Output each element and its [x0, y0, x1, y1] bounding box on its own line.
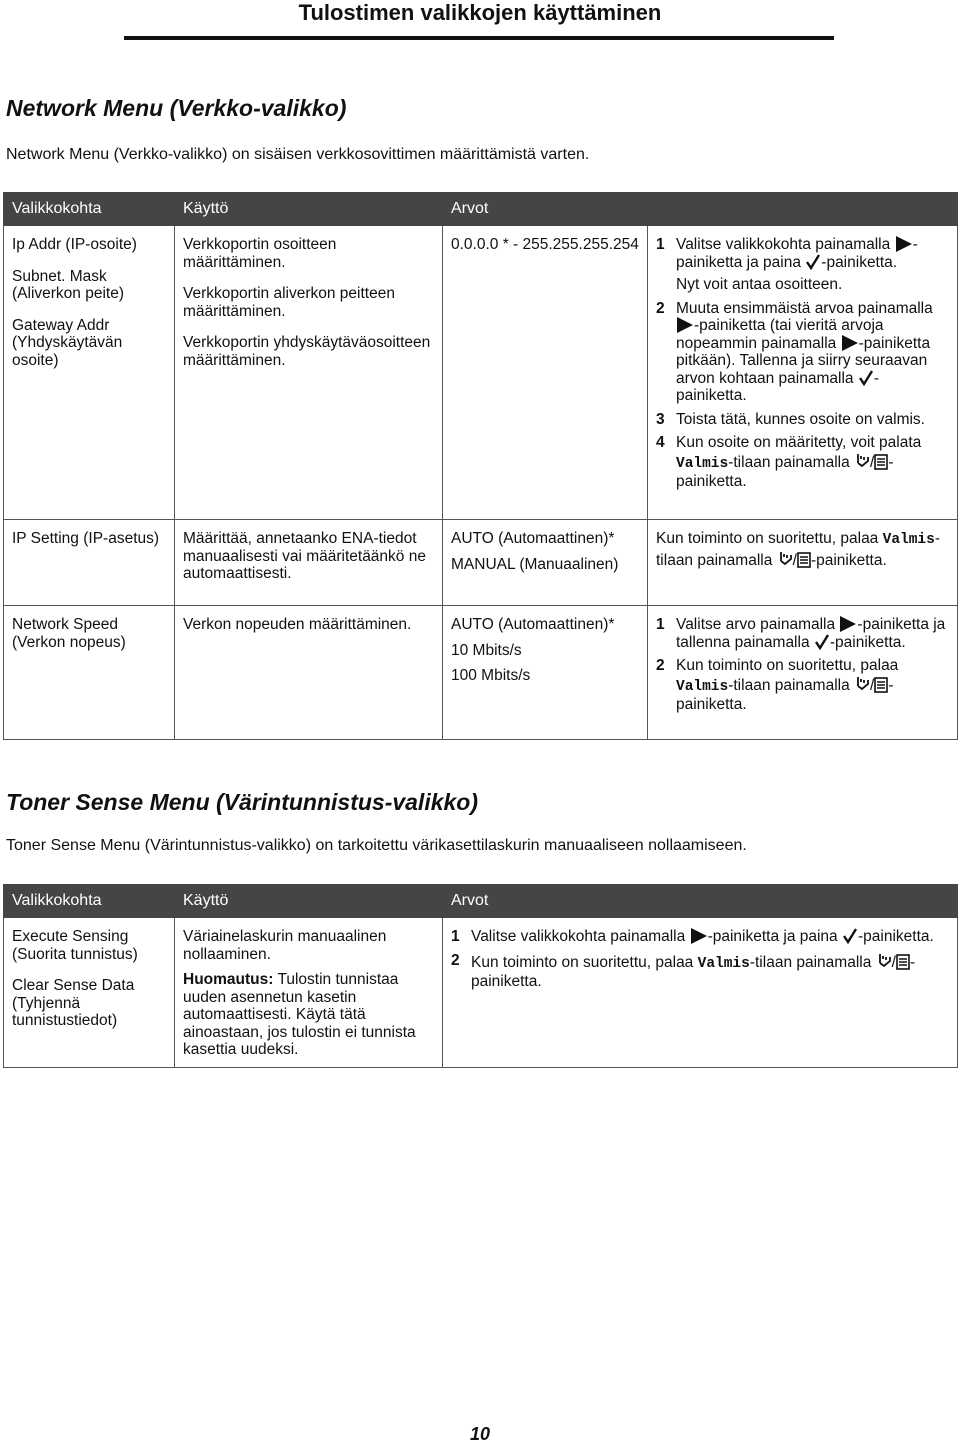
right-arrow-icon	[895, 236, 913, 252]
mode-name: Valmis	[697, 955, 750, 972]
usage-text: Verkkoportin aliverkon peitteen määrittäminen.	[183, 285, 395, 320]
value-range: 0.0.0.0 * - 255.255.255.254	[451, 236, 639, 253]
mode-name: Valmis	[882, 532, 935, 548]
step-text: Kun toiminto on suoritettu, palaa	[471, 953, 694, 971]
usage-text: Verkon nopeuden määrittäminen.	[183, 616, 412, 633]
toner-menu-intro: Toner Sense Menu (Värintunnistus-valikko) on tarkoitettu värikasettilaskurin manuaaliseen nollaamiseen.	[6, 837, 747, 854]
step-text: -painiketta.	[471, 953, 916, 990]
note	[183, 971, 434, 1059]
table-header-row	[4, 885, 958, 918]
values-cell	[443, 226, 648, 520]
step-text: -painiketta ja paina	[707, 928, 838, 945]
menu-icon	[797, 552, 811, 568]
step-text: -painiketta ja tallenna painamalla	[676, 616, 946, 651]
col-header-use: Käyttö	[175, 885, 443, 918]
menu-item-network-speed: Network Speed (Verkon nopeus)	[12, 616, 126, 651]
right-arrow-icon	[841, 335, 859, 351]
page-number: 10	[469, 1424, 491, 1444]
step-text: -painiketta.	[821, 253, 898, 271]
table-row	[4, 606, 958, 740]
step-number: 1	[656, 236, 665, 253]
back-icon	[777, 550, 793, 568]
step-text: Muuta ensimmäistä arvoa painamalla	[676, 299, 933, 317]
list-item	[656, 434, 949, 491]
checkmark-icon	[858, 370, 874, 386]
checkmark-icon	[814, 634, 830, 650]
instruction-steps	[656, 616, 949, 714]
step-text: -painiketta.	[858, 928, 934, 945]
note-label: Huomautus:	[183, 971, 274, 988]
step-text: -painiketta.	[676, 676, 894, 713]
network-menu-title: Network Menu (Verkko-valikko)	[6, 95, 347, 121]
step-text: -tilaan painamalla	[728, 453, 850, 471]
list-item	[656, 657, 949, 714]
menu-icon	[874, 677, 888, 693]
step-text: -painiketta ja paina	[676, 236, 918, 271]
col-header-values: Arvot	[443, 885, 958, 918]
note-text: /	[792, 551, 797, 569]
value-option: 100 Mbits/s	[451, 667, 531, 684]
table-row	[4, 520, 958, 606]
table-row	[4, 226, 958, 520]
mode-name: Valmis	[676, 678, 729, 695]
toner-menu-title: Toner Sense Menu (Värintunnistus-valikko)	[6, 789, 479, 815]
note-text: Tulostin tunnistaa uuden asennetun kasetin automaattisesti. Käytä tätä ainoastaan, jos tulostin ei tunnista kasettia uudeksi.	[183, 971, 416, 1058]
right-arrow-icon	[676, 317, 694, 333]
step-text: -painiketta.	[676, 369, 879, 404]
back-icon	[854, 675, 870, 693]
col-header-use: Käyttö	[175, 193, 443, 226]
step-text: -tilaan painamalla	[728, 676, 850, 694]
menu-icon	[874, 454, 888, 470]
step-number: 1	[656, 616, 665, 633]
list-item	[656, 411, 949, 429]
instructions-cell	[648, 226, 958, 520]
instructions-cell	[648, 520, 958, 606]
col-header-item: Valikkokohta	[4, 193, 175, 226]
instruction-steps	[451, 928, 949, 991]
table-row	[4, 918, 958, 1068]
step-text: Toista tätä, kunnes osoite on valmis.	[676, 410, 925, 428]
usage-cell	[175, 226, 443, 520]
right-arrow-icon	[690, 928, 708, 944]
step-number: 3	[656, 410, 665, 428]
header-rule	[124, 36, 834, 40]
step-number: 2	[656, 299, 665, 317]
values-cell	[443, 520, 648, 606]
step-text: Kun toiminto on suoritettu, palaa	[676, 657, 899, 674]
col-header-item: Valikkokohta	[4, 885, 175, 918]
list-item	[451, 952, 949, 991]
step-number: 1	[451, 928, 460, 945]
list-item	[656, 236, 949, 294]
step-number: 2	[451, 951, 460, 969]
instruction-steps	[656, 236, 949, 491]
note-text: -tilaan painamalla	[656, 530, 941, 569]
step-text: -painiketta.	[676, 453, 894, 490]
step-text: -tilaan painamalla	[749, 953, 872, 971]
menu-item-subnet-mask: Subnet. Mask (Aliverkon peite)	[12, 267, 124, 302]
instructions-cell	[648, 606, 958, 740]
menu-items-cell	[4, 520, 175, 606]
menu-items-cell	[4, 606, 175, 740]
step-note: Nyt voit antaa osoitteen.	[676, 276, 843, 293]
mode-name: Valmis	[676, 455, 729, 472]
list-item	[451, 928, 949, 946]
network-menu-table	[3, 192, 958, 740]
menu-icon	[896, 954, 910, 970]
usage-cell	[175, 606, 443, 740]
step-text: /	[870, 453, 875, 471]
menu-items-cell	[4, 918, 175, 1068]
note-text: Kun toiminto on suoritettu, palaa	[656, 530, 879, 547]
menu-item-clear-sense-data: Clear Sense Data (Tyhjennä tunnistustiedot)	[12, 977, 135, 1029]
col-header-values: Arvot	[443, 193, 958, 226]
list-item	[656, 300, 949, 405]
back-icon	[854, 452, 870, 470]
step-text: /	[891, 953, 896, 971]
step-text: -painiketta.	[829, 633, 906, 651]
back-icon	[876, 952, 892, 970]
menu-item-execute-sensing: Execute Sensing (Suorita tunnistus)	[12, 928, 138, 963]
menu-item-gateway-addr: Gateway Addr (Yhdyskäytävän osoite)	[12, 316, 123, 369]
checkmark-icon	[842, 928, 858, 944]
usage-text: Verkkoportin osoitteen määrittäminen.	[183, 236, 337, 271]
usage-cell	[175, 918, 443, 1068]
step-text: Valitse valikkokohta painamalla	[676, 236, 891, 253]
menu-item-ip-addr: Ip Addr (IP-osoite)	[12, 236, 137, 253]
value-option: AUTO (Automaattinen)*	[451, 530, 615, 547]
menu-item-ip-setting: IP Setting (IP-asetus)	[12, 530, 160, 547]
instructions-cell	[443, 918, 958, 1068]
values-cell	[443, 606, 648, 740]
step-text: -painiketta (tai vieritä arvoja nopeammin painamalla	[676, 317, 884, 352]
value-option: 10 Mbits/s	[451, 641, 522, 659]
value-option: MANUAL (Manuaalinen)	[451, 555, 619, 573]
usage-text: Määrittää, annetaanko ENA-tiedot manuaalisesti vai määritetäänkö ne automaattisesti.	[183, 530, 426, 582]
list-item	[656, 616, 949, 651]
usage-text: Verkkoportin yhdyskäytäväosoitteen määrittäminen.	[183, 334, 431, 369]
note-text: -painiketta.	[810, 551, 887, 569]
step-number: 2	[656, 657, 665, 674]
usage-cell	[175, 520, 443, 606]
table-header-row	[4, 193, 958, 226]
step-text: Valitse arvo painamalla	[676, 616, 836, 633]
value-option: AUTO (Automaattinen)*	[451, 616, 615, 633]
usage-text: Väriainelaskurin manuaalinen nollaaminen.	[183, 928, 387, 963]
right-arrow-icon	[839, 616, 857, 632]
menu-items-cell	[4, 226, 175, 520]
checkmark-icon	[805, 254, 821, 270]
step-text: Kun osoite on määritetty, voit palata	[676, 434, 922, 451]
step-text: Valitse valikkokohta painamalla	[471, 928, 686, 945]
step-number: 4	[656, 434, 665, 451]
page-title: Tulostimen valikkojen käyttäminen	[298, 0, 662, 25]
page-header	[0, 0, 960, 42]
step-text: -painiketta pitkään). Tallenna ja siirry seuraavan arvon kohtaan painamalla	[676, 334, 931, 387]
toner-menu-table	[3, 884, 958, 1068]
step-text: /	[870, 676, 875, 694]
network-menu-intro: Network Menu (Verkko-valikko) on sisäisen verkkosovittimen määrittämistä varten.	[6, 146, 590, 163]
